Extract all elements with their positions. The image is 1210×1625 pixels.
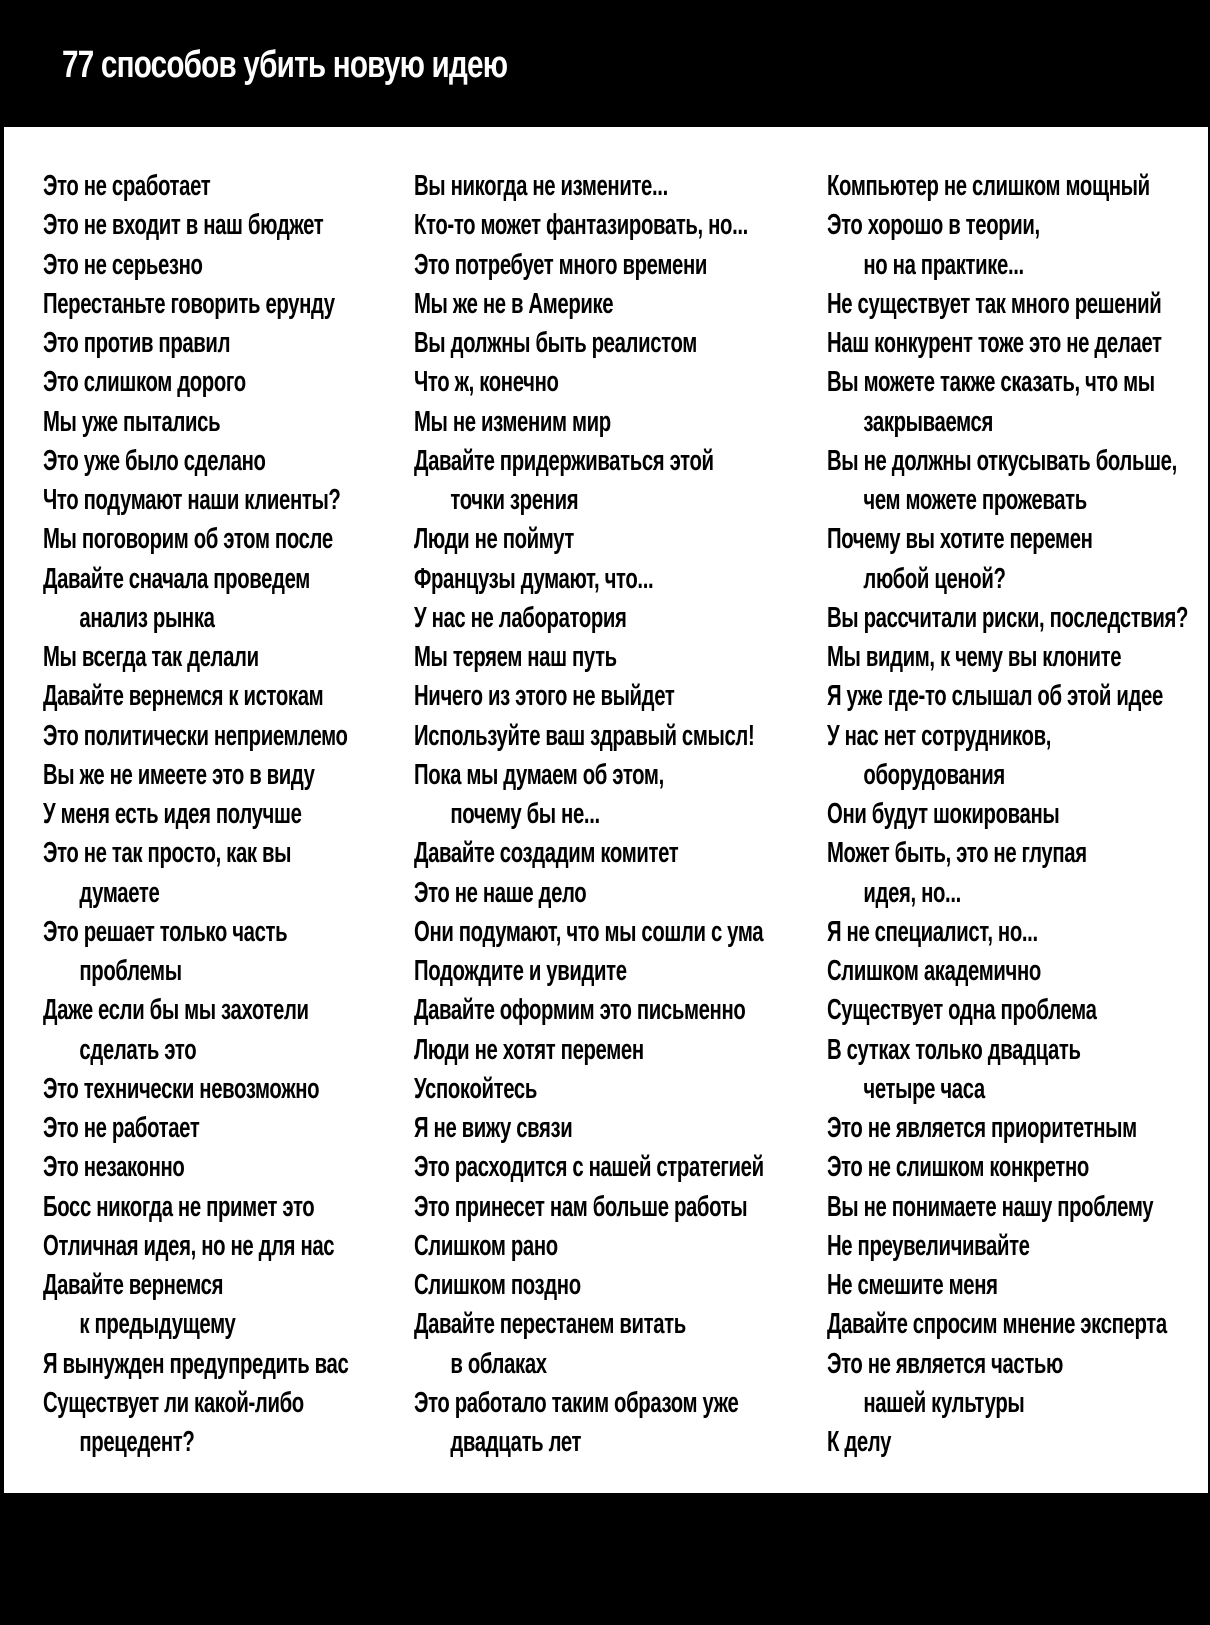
list-item: Это не входит в наш бюджет	[43, 209, 324, 242]
list-item-continuation: к предыдущему	[79, 1308, 236, 1341]
list-item: Вы же не имеете это в виду	[43, 758, 315, 791]
list-item: Это не наше дело	[414, 876, 587, 909]
list-item: Ничего из этого не выйдет	[414, 680, 675, 713]
list-item: Они будут шокированы	[827, 798, 1060, 830]
list-item: Давайте спросим мнение эксперта	[827, 1308, 1167, 1341]
list-item-continuation: проблемы	[79, 955, 182, 987]
list-item: Давайте сначала проведем	[43, 562, 310, 595]
list-item: Слишком академично	[827, 955, 1041, 987]
list-item: Вы должны быть реалистом	[414, 327, 697, 359]
list-item-continuation: точки зрения	[450, 484, 579, 516]
list-item: Давайте вернемся	[43, 1269, 224, 1301]
list-item: Это не является частью	[827, 1347, 1064, 1380]
column-3	[827, 167, 1210, 1462]
list-item: Босс никогда не примет это	[43, 1190, 315, 1223]
list-item: Это технически невозможно	[43, 1072, 320, 1105]
content-panel	[4, 127, 1208, 1493]
list-item: Существует ли какой-либо	[43, 1386, 304, 1419]
list-item: Это не сработает	[43, 170, 211, 202]
list-item: Успокойтесь	[414, 1072, 537, 1105]
list-item: Вы рассчитали риски, последствия?	[827, 601, 1189, 634]
list-item: Я не специалист, но...	[827, 915, 1038, 948]
list-item: Это не работает	[43, 1112, 200, 1144]
list-item-continuation: почему бы не...	[450, 798, 600, 830]
list-item: Это слишком дорого	[43, 366, 246, 399]
list-item: Что ж, конечно	[414, 366, 559, 399]
list-item: Пока мы думаем об этом,	[414, 758, 664, 791]
page-title: 77 способов убить новую идею	[62, 44, 508, 86]
list-item: Мы же не в Америке	[414, 287, 614, 320]
list-item-continuation: чем можете прожевать	[863, 484, 1087, 516]
list-item: Я вынужден предупредить вас	[43, 1347, 349, 1380]
list-item: Наш конкурент тоже это не делает	[827, 327, 1162, 359]
list-item: Французы думают, что...	[414, 562, 654, 595]
header-bar	[0, 0, 1210, 127]
list-item-continuation: двадцать лет	[450, 1426, 582, 1458]
list-item-continuation: идея, но...	[863, 876, 961, 909]
list-item: Давайте оформим это письменно	[414, 994, 746, 1027]
list-item: Это политически неприемлемо	[43, 719, 348, 752]
list-item: Люди не хотят перемен	[414, 1033, 644, 1066]
list-item-continuation: сделать это	[79, 1033, 197, 1066]
list-item: Это не так просто, как вы	[43, 837, 292, 870]
list-item: Это расходится с нашей стратегией	[414, 1151, 764, 1184]
list-item-continuation: закрываемся	[863, 405, 993, 438]
list-item: Я не вижу связи	[414, 1112, 573, 1144]
list-item: Даже если бы мы захотели	[43, 994, 309, 1027]
list-item: Перестаньте говорить ерунду	[43, 287, 335, 320]
list-item: Мы поговорим об этом после	[43, 523, 333, 556]
list-item: Компьютер не слишком мощный	[827, 170, 1150, 202]
list-item-continuation: думаете	[79, 876, 160, 909]
list-item: Это не является приоритетным	[827, 1112, 1137, 1144]
list-item-continuation: оборудования	[863, 758, 1005, 791]
list-item: Подождите и увидите	[414, 955, 627, 987]
list-item-continuation: любой ценой?	[863, 562, 1006, 595]
list-item: Не смешите меня	[827, 1269, 998, 1301]
list-item: Я уже где-то слышал об этой идее	[827, 680, 1163, 713]
list-item: Не преувеличивайте	[827, 1229, 1030, 1262]
list-item-continuation: анализ рынка	[79, 601, 215, 634]
list-item: Это не серьезно	[43, 248, 203, 281]
list-item: Вы никогда не измените...	[414, 170, 668, 202]
footer-bar	[0, 1493, 1210, 1625]
list-item: Может быть, это не глупая	[827, 837, 1087, 870]
list-item: Давайте перестанем витать	[414, 1308, 686, 1341]
list-item: У меня есть идея получше	[43, 798, 302, 830]
list-item-continuation: прецедент?	[79, 1426, 195, 1458]
list-item: Почему вы хотите перемен	[827, 523, 1093, 556]
list-item: Мы теряем наш путь	[414, 641, 617, 673]
list-item: Это принесет нам больше работы	[414, 1190, 748, 1223]
list-item: Это против правил	[43, 327, 231, 359]
list-item: В сутках только двадцать	[827, 1033, 1081, 1066]
list-item: Давайте придерживаться этой	[414, 444, 714, 477]
list-item: Они подумают, что мы сошли с ума	[414, 915, 764, 948]
list-item-continuation: в облаках	[450, 1347, 547, 1380]
list-item: Кто-то может фантазировать, но...	[414, 209, 748, 242]
list-item: Давайте создадим комитет	[414, 837, 679, 870]
list-item: Давайте вернемся к истокам	[43, 680, 324, 713]
list-item: Что подумают наши клиенты?	[43, 484, 341, 516]
list-item: Это работало таким образом уже	[414, 1386, 739, 1419]
list-item-continuation: но на практике...	[863, 248, 1024, 281]
list-item-continuation: нашей культуры	[863, 1386, 1025, 1419]
list-item: Это уже было сделано	[43, 444, 266, 477]
list-item: К делу	[827, 1426, 892, 1458]
list-item: Вы можете также сказать, что мы	[827, 366, 1155, 399]
list-item: Это незаконно	[43, 1151, 185, 1184]
list-item: У нас нет сотрудников,	[827, 719, 1051, 752]
list-item: Вы не понимаете нашу проблему	[827, 1190, 1154, 1223]
list-item: Слишком рано	[414, 1229, 558, 1262]
list-item: Люди не поймут	[414, 523, 574, 556]
list-item: Мы не изменим мир	[414, 405, 611, 438]
list-item: Это решает только часть	[43, 915, 288, 948]
list-item: У нас не лаборатория	[414, 601, 627, 634]
list-item: Используйте ваш здравый смысл!	[414, 719, 755, 752]
list-item: Это потребует много времени	[414, 248, 707, 281]
list-item: Это не слишком конкретно	[827, 1151, 1089, 1184]
list-item: Слишком поздно	[414, 1269, 581, 1301]
list-item: Мы уже пытались	[43, 405, 221, 438]
list-item: Существует одна проблема	[827, 994, 1097, 1027]
list-item: Вы не должны откусывать больше,	[827, 444, 1177, 477]
list-item-continuation: четыре часа	[863, 1072, 985, 1105]
list-item: Не существует так много решений	[827, 287, 1162, 320]
list-item: Это хорошо в теории,	[827, 209, 1040, 242]
list-item: Мы видим, к чему вы клоните	[827, 641, 1122, 673]
list-item: Мы всегда так делали	[43, 641, 259, 673]
list-item: Отличная идея, но не для нас	[43, 1229, 335, 1262]
